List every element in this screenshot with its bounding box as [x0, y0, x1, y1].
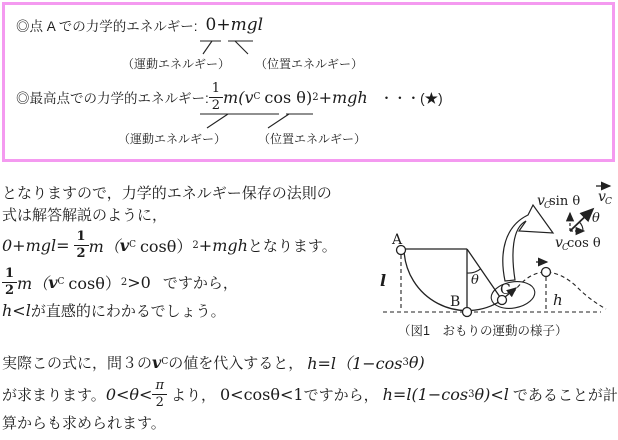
- b2-math-3: h=l(1−cos: [382, 384, 469, 404]
- potential-energy-label-1: （位置エネルギー）: [255, 57, 364, 71]
- eq1-tail: となります。: [247, 237, 337, 255]
- eq1-m-open: m（: [88, 236, 120, 256]
- line5-text: が直感的にわかるでしょう。: [30, 302, 226, 320]
- eq1-v-sub: C: [129, 240, 136, 250]
- b2-text-b: より，: [170, 386, 216, 404]
- eq2-squared: 2: [120, 276, 128, 288]
- b1-math-a: h=l（1−cos: [307, 353, 403, 373]
- label-C: C: [500, 282, 511, 298]
- paragraph-line-5: [2, 300, 226, 320]
- box-line2-label: ◎最高点での力学的エネルギー:: [16, 91, 209, 106]
- formula-m-open: m(: [223, 87, 245, 107]
- vector-theta-arc: [579, 222, 583, 231]
- vc-sin-label-rest: sin θ: [549, 194, 581, 209]
- highlight-ellipse: [489, 278, 537, 311]
- b1-text-b: の値を代入すると，: [168, 354, 304, 372]
- eq2-fraction-den: 2: [5, 282, 15, 298]
- eq2-fraction-num: 1: [2, 267, 17, 283]
- potential-energy-label-2: （位置エネルギー）: [258, 132, 367, 146]
- label-B: B: [450, 294, 461, 310]
- eq1-plus-mgh: +mgh: [198, 235, 248, 255]
- b2-text-d: であることが計: [512, 386, 618, 404]
- eq1-v: v: [119, 235, 130, 255]
- two-denominator: 2: [155, 394, 164, 410]
- vc-label-v: v: [598, 189, 606, 205]
- formula-plus-mgh: +mgh: [318, 87, 368, 107]
- box-line1: [16, 15, 263, 35]
- b2-text-a: が求まります。: [2, 386, 106, 404]
- equation-2: [2, 264, 238, 300]
- box-line1-label: ◎点 A での力学的エネルギー:: [16, 19, 198, 34]
- paragraph-line-2: 式は解答解説のように，: [2, 207, 168, 224]
- bottom-line-3: 算からも求められます。: [2, 415, 166, 432]
- kinetic-energy-label-2: （運動エネルギー）: [118, 132, 227, 146]
- eq2-gt-zero: >0: [127, 272, 151, 292]
- fraction-numerator: 1: [209, 82, 223, 98]
- box-line2: [16, 79, 443, 115]
- bottom-line-1: [2, 352, 425, 372]
- vc-label-sub: C: [605, 197, 612, 207]
- vc-sin-label-sub: C: [544, 201, 551, 211]
- h-lt-l-math: h<l: [2, 300, 31, 320]
- eq1-fraction: [74, 230, 89, 260]
- eq1-fraction-num: 1: [74, 230, 89, 246]
- b1-v-sub: C: [161, 357, 169, 367]
- label-theta-vector: θ: [592, 211, 600, 226]
- bottom-line-2: [2, 377, 618, 411]
- eq1-squared: 2: [192, 239, 199, 251]
- eq1-lhs: 0+mgl=: [2, 235, 70, 255]
- b2-text-c: ですから，: [303, 386, 379, 404]
- eq2-tail: ですから，: [162, 274, 238, 292]
- kinetic-energy-label-1: （運動エネルギー）: [122, 57, 231, 71]
- formula-zero-plus: 0+: [205, 15, 231, 35]
- b2-math-1: 0<θ<: [105, 384, 153, 404]
- eq2-cos: cosθ）: [68, 273, 121, 293]
- fraction-denominator: 2: [211, 97, 221, 113]
- label-l: l: [380, 271, 387, 290]
- label-theta: θ: [471, 273, 479, 288]
- vc-vector-arrow: [570, 209, 593, 231]
- b1-sup3: 3: [402, 356, 409, 368]
- b2-math-2: 0<cosθ<1: [220, 384, 304, 404]
- label-h: h: [553, 291, 563, 309]
- eq2-v: v: [48, 272, 58, 292]
- b2-math-4: θ)<l: [474, 384, 509, 404]
- fraction-one-half: [209, 82, 223, 112]
- apex-bob: [542, 268, 551, 277]
- formula-v: v: [244, 87, 254, 107]
- vc-sin-label-v: v: [537, 193, 545, 209]
- formula-cos: cos θ: [264, 87, 306, 107]
- eq2-m-open: m（: [17, 273, 49, 293]
- equation-1: [2, 227, 337, 263]
- paragraph-line-1: となりますので，力学的エネルギー保存の法則の: [2, 185, 332, 202]
- eq2-v-sub: C: [57, 277, 65, 287]
- bob-b: [463, 308, 472, 317]
- figure-caption: （図1 おもりの運動の様子）: [398, 324, 568, 338]
- formula-v-sub: C: [253, 92, 261, 102]
- eq1-cos: cosθ）: [139, 236, 193, 256]
- b1-text-a: 実際この式に，問３の: [2, 354, 153, 372]
- vc-cos-label-v: v: [555, 235, 563, 251]
- b1-v: v: [152, 352, 162, 372]
- eq1-fraction-den: 2: [76, 245, 86, 261]
- formula-mgl: mgl: [230, 15, 264, 35]
- vc-cos-label-rest: cos θ: [567, 236, 601, 251]
- pi-numerator: π: [152, 379, 167, 395]
- pi-over-2-fraction: [152, 379, 167, 409]
- eq2-fraction: [2, 267, 17, 297]
- figure-1-canvas: [368, 170, 618, 342]
- vc-cos-label-sub: C: [562, 243, 569, 253]
- b1-math-b: θ): [408, 352, 425, 372]
- label-A: A: [392, 232, 403, 248]
- formula-squared: 2: [312, 91, 319, 103]
- star-marker: ・・・(★): [379, 91, 443, 106]
- formula-close: ): [305, 87, 313, 107]
- b2-sup3: 3: [468, 388, 475, 400]
